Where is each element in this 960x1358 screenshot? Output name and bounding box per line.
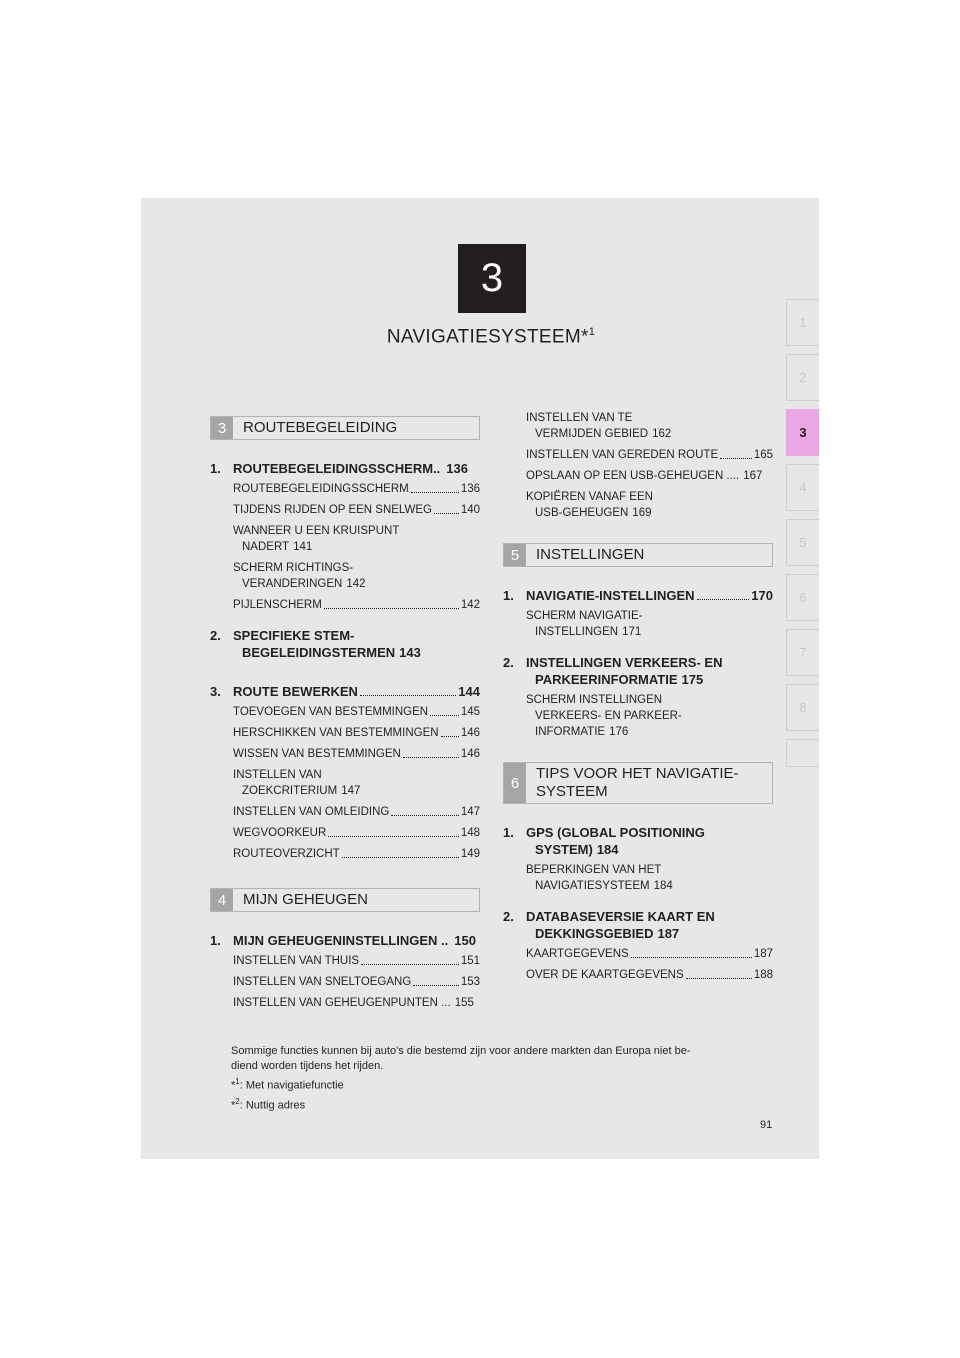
toc-subentry[interactable]: INSTELLEN VAN GEREDEN ROUTE 165	[526, 449, 773, 461]
section-header-5	[503, 543, 773, 567]
chapter-title: NAVIGATIESYSTEEM*$^1$	[386, 326, 596, 348]
section-header-3	[210, 416, 480, 440]
toc-subentry[interactable]: HERSCHIKKEN VAN BESTEMMINGEN 146	[233, 727, 480, 739]
section-title: MIJN GEHEUGEN	[243, 891, 369, 908]
toc-subentry[interactable]: OVER DE KAARTGEGEVENS 188	[526, 969, 773, 981]
toc-entry[interactable]: 1. GPS (GLOBAL POSITIONING SYSTEM) 184	[503, 825, 705, 857]
chapter-tab-4[interactable]: 4	[786, 464, 819, 511]
toc-left-column	[210, 416, 480, 1025]
section-title: TIPS VOOR HET NAVIGATIE- SYSTEEM	[536, 765, 739, 800]
toc-subentry[interactable]: WANNEER U EEN KRUISPUNT NADERT 141	[233, 525, 400, 553]
chapter-tab-2[interactable]: 2	[786, 354, 819, 401]
toc-subentry[interactable]: INSTELLEN VAN GEHEUGENPUNTEN ... 155	[233, 997, 474, 1009]
section-title: ROUTEBEGELEIDING	[243, 419, 398, 436]
section-header-6	[503, 762, 773, 804]
toc-subentry[interactable]: INSTELLEN VAN ZOEKCRITERIUM 147	[233, 769, 361, 797]
toc-subentry[interactable]: ROUTEOVERZICHT 149	[233, 848, 480, 860]
toc-subentry[interactable]: KAARTGEGEVENS 187	[526, 948, 773, 960]
toc-subentry[interactable]: KOPIËREN VANAF EEN USB-GEHEUGEN 169	[526, 491, 653, 519]
chapter-tab-5[interactable]: 5	[786, 519, 819, 566]
toc-subentry[interactable]: INSTELLEN VAN THUIS 151	[233, 955, 480, 967]
chapter-tabs	[786, 299, 819, 775]
toc-subentry[interactable]: INSTELLEN VAN TE VERMIJDEN GEBIED 162	[526, 412, 672, 440]
section-number: 6	[504, 763, 526, 803]
toc-entry[interactable]: 1. NAVIGATIE-INSTELLINGEN 170	[503, 588, 773, 603]
footnote: Sommige functies kunnen bij auto's die bestemd zijn voor andere markten dan Europa niet be- diend worden tijdens het rijden. *$^1$: Met navigatiefunctie *$^2$: Nuttig adres	[231, 1044, 751, 1113]
toc-subentry[interactable]: WEGVOORKEUR 148	[233, 827, 480, 839]
toc-entry[interactable]: 2. INSTELLINGEN VERKEERS- EN PARKEERINFORMATIE 175	[503, 655, 723, 687]
page-number: 91	[760, 1119, 773, 1131]
toc-entry[interactable]: 1. ROUTEBEGELEIDINGSSCHERM.. 136	[210, 461, 468, 476]
chapter-tab-7[interactable]: 7	[786, 629, 819, 676]
chapter-tab-6[interactable]: 6	[786, 574, 819, 621]
chapter-tab-1[interactable]: 1	[786, 299, 819, 346]
footnote-2: *$^2$: Nuttig adres	[231, 1096, 306, 1112]
chapter-tab-8[interactable]: 8	[786, 684, 819, 731]
toc-subentry[interactable]: SCHERM RICHTINGS- VERANDERINGEN 142	[233, 562, 366, 590]
toc-subentry[interactable]: OPSLAAN OP EEN USB-GEHEUGEN .... 167	[526, 470, 763, 482]
toc-entry[interactable]: 2. SPECIFIEKE STEM- BEGELEIDINGSTERMEN 143	[210, 628, 421, 660]
toc-subentry[interactable]: PIJLENSCHERM 142	[233, 599, 480, 611]
toc-subentry[interactable]: BEPERKINGEN VAN HET NAVIGATIESYSTEEM 184	[526, 864, 673, 892]
section-number: 5	[504, 544, 526, 566]
chapter-tab-3[interactable]: 3	[786, 409, 819, 456]
section-header-4	[210, 888, 480, 912]
toc-right-column	[503, 410, 773, 997]
toc-subentry[interactable]: TIJDENS RIJDEN OP EEN SNELWEG 140	[233, 504, 480, 516]
toc-subentry[interactable]: INSTELLEN VAN OMLEIDING 147	[233, 806, 480, 818]
toc-subentry[interactable]: ROUTEBEGELEIDINGSSCHERM 136	[233, 483, 480, 495]
footnote-1: *$^1$: Met navigatiefunctie	[231, 1077, 344, 1092]
toc-entry[interactable]: 3. ROUTE BEWERKEN 144	[210, 684, 480, 699]
chapter-number-box	[458, 244, 526, 313]
toc-subentry[interactable]: TOEVOEGEN VAN BESTEMMINGEN 145	[233, 706, 480, 718]
toc-entry[interactable]: 2. DATABASEVERSIE KAART EN DEKKINGSGEBIED 187	[503, 909, 715, 941]
toc-entry[interactable]: 1. MIJN GEHEUGENINSTELLINGEN .. 150	[210, 933, 476, 948]
chapter-number: 3	[480, 256, 504, 300]
toc-subentry[interactable]: SCHERM INSTELLINGEN VERKEERS- EN PARKEER- INFORMATIE 176	[526, 694, 682, 738]
section-number: 4	[211, 889, 233, 911]
section-number: 3	[211, 417, 233, 439]
toc-subentry[interactable]: SCHERM NAVIGATIE- INSTELLINGEN 171	[526, 610, 643, 638]
toc-subentry[interactable]: INSTELLEN VAN SNELTOEGANG 153	[233, 976, 480, 988]
chapter-tab-blank	[786, 739, 819, 767]
toc-subentry[interactable]: WISSEN VAN BESTEMMINGEN 146	[233, 748, 480, 760]
section-title: INSTELLINGEN	[536, 546, 645, 563]
